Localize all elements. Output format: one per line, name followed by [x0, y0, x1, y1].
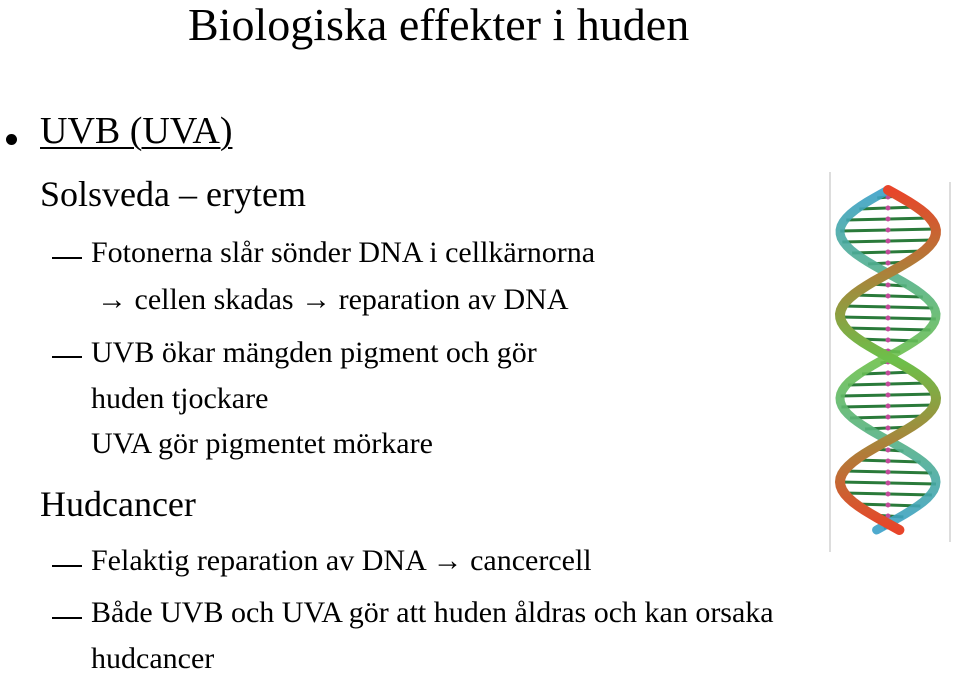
list-item: UVA gör pigmentet mörkare — [91, 427, 433, 460]
base-pair-node — [886, 261, 891, 266]
base-pair-node — [886, 492, 891, 497]
base-pair-node — [886, 470, 891, 475]
list-item: hudcancer — [91, 642, 215, 675]
base-pair-node — [886, 338, 891, 343]
dash-icon — [52, 617, 82, 619]
base-pair-node — [886, 283, 891, 288]
dash-icon — [52, 356, 82, 358]
base-pair-node — [886, 448, 891, 453]
dash-icon — [52, 565, 82, 567]
base-pair-node — [886, 415, 891, 420]
base-pair-node — [886, 305, 891, 310]
section-heading-hudcancer: Hudcancer — [40, 484, 196, 524]
base-pair-node — [886, 503, 891, 508]
base-pair-node — [886, 327, 891, 332]
list-item: huden tjockare — [91, 382, 269, 415]
base-pair-node — [886, 217, 891, 222]
base-pair-node — [886, 228, 891, 233]
dna-helix-image — [810, 172, 960, 552]
slide-title: Biologiska effekter i huden — [188, 0, 690, 50]
base-pair-node — [886, 481, 891, 486]
base-pair-node — [886, 206, 891, 211]
bullet-dot-icon — [6, 134, 17, 145]
base-pair-node — [886, 382, 891, 387]
base-pair-node — [886, 316, 891, 321]
list-item: Både UVB och UVA gör att huden åldras och kan orsaka — [91, 596, 774, 629]
section-heading-solsveda: Solsveda – erytem — [40, 174, 306, 214]
list-item: → cellen skadas → reparation av DNA — [97, 283, 569, 316]
base-pair-node — [886, 294, 891, 299]
base-pair-node — [886, 371, 891, 376]
base-pair-node — [886, 250, 891, 255]
base-pair-node — [886, 459, 891, 464]
list-item: Felaktig reparation av DNA → cancercell — [91, 544, 592, 577]
base-pair-node — [886, 404, 891, 409]
base-pair-node — [886, 393, 891, 398]
list-item: Fotonerna slår sönder DNA i cellkärnorna — [91, 236, 596, 269]
dash-icon — [52, 257, 82, 259]
base-pair-node — [886, 239, 891, 244]
list-item: UVB ökar mängden pigment och gör — [91, 336, 537, 369]
base-pair-node — [886, 426, 891, 431]
bullet-heading: UVB (UVA) — [40, 110, 233, 152]
